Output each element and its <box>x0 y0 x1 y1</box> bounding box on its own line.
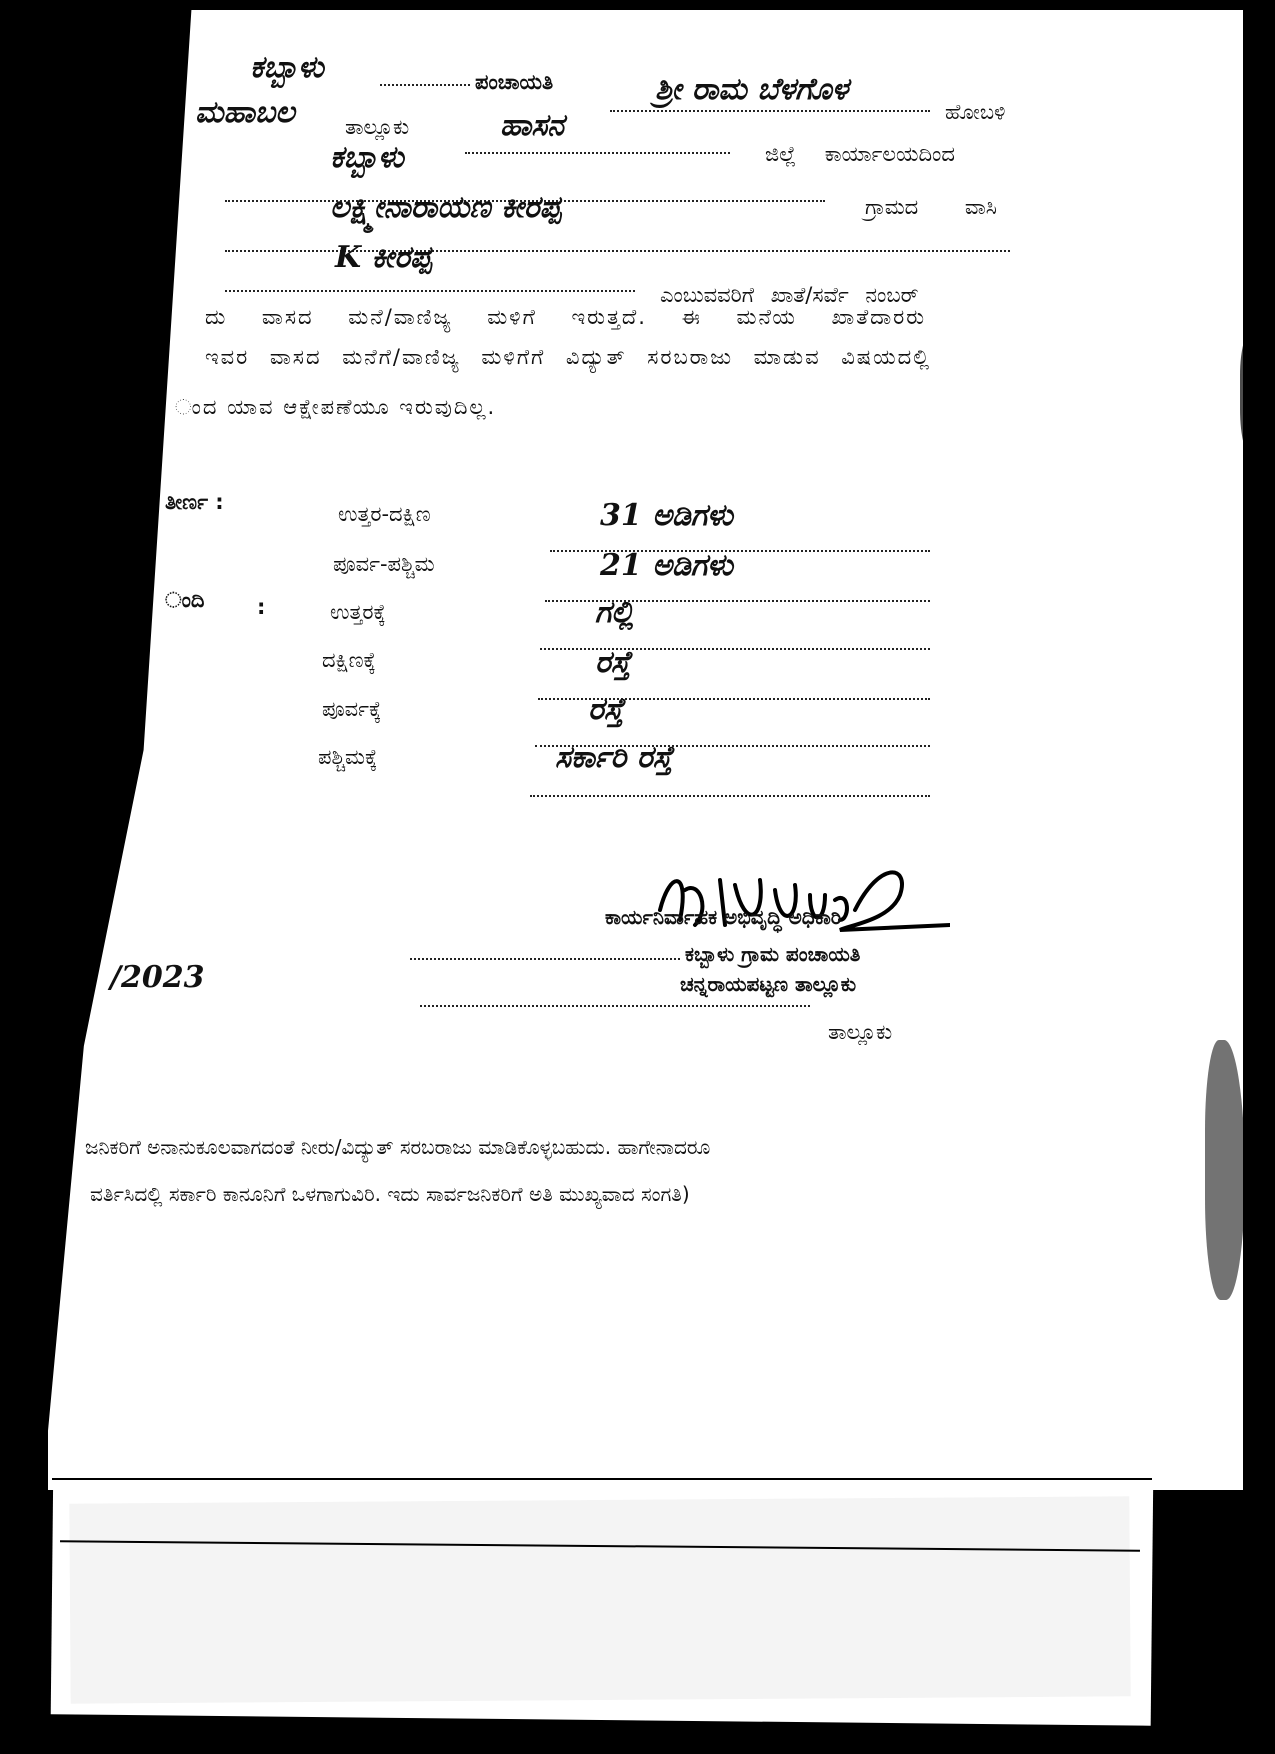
boundary-row-label: ದಕ್ಷಿಣಕ್ಕೆ <box>322 648 376 672</box>
date-handwritten: /2023 <box>110 960 205 995</box>
boundary-row-value: ಗಲ್ಲಿ <box>595 595 634 630</box>
page-edge <box>52 1478 1152 1480</box>
boundary-row-label: ಪಶ್ಚಿಮಕ್ಕೆ <box>318 745 378 769</box>
fill-line <box>530 795 930 797</box>
fill-line <box>225 290 635 292</box>
footer-line-2: ವರ್ತಿಸಿದಲ್ಲಿ ಸರ್ಕಾರಿ ಕಾನೂನಿಗೆ ಒಳಗಾಗುವಿರಿ. ಇದು ಸಾರ್ವಜನಿಕರಿಗೆ ಅತಿ ಮುಖ್ಯವಾದ ಸಂಗತಿ) <box>90 1182 690 1206</box>
taluk-handwritten: ಹಾಸನ <box>500 108 564 143</box>
fill-line <box>410 958 680 960</box>
measurement-row-value: 21 ಅಡಿಗಳು <box>600 548 733 583</box>
measurement-row-label: ಉತ್ತರ-ದಕ್ಷಿಣ <box>338 502 431 526</box>
footer-line-1: ಜನಿಕರಿಗೆ ಅನಾನುಕೂಲವಾಗದಂತೆ ನೀರು/ವಿದ್ಯುತ್ ಸರಬರಾಜು ಮಾಡಿಕೊಳ್ಳಬಹುದು. ಹಾಗೇನಾದರೂ <box>85 1135 711 1159</box>
village-label: ಗ್ರಾಮದ ವಾಸಿ <box>865 195 997 219</box>
signatory-role-2: ಕಬ್ಬಾಳು ಗ್ರಾಮ ಪಂಚಾಯತಿ <box>685 942 861 966</box>
signatory-taluk: ತಾಲ್ಲೂಕು <box>828 1020 893 1044</box>
fill-line <box>380 84 470 86</box>
name-suffix: ಎಂಬುವವರಿಗೆ ಖಾತೆ/ಸರ್ವೆ ನಂಬರ್ <box>660 283 919 307</box>
back-sheet-2 <box>69 1496 1130 1703</box>
boundary-row-value: ರಸ್ತೆ <box>595 645 631 680</box>
village-handwritten: ಕಬ್ಬಾಳು <box>250 50 324 85</box>
taluk-label: ತಾಲ್ಲೂಕು <box>345 115 410 139</box>
hobli-handwritten: ಶ್ರೀ ರಾಮ ಬೆಳಗೊಳ <box>655 72 849 107</box>
measurement-row-label: ಪೂರ್ವ-ಪಶ್ಚಿಮ <box>333 552 435 576</box>
signatory-role-1: ಕಾರ್ಯನಿರ್ವಾಹಕ ಅಭಿವೃದ್ಧಿ ಅಧಿಕಾರಿ <box>605 905 842 929</box>
signatory-role-3: ಚನ್ನರಾಯಪಟ್ಟಣ ತಾಲ್ಲೂಕು <box>680 972 857 996</box>
son-of-handwritten: K ಕೀರಪ್ಪ <box>335 240 432 275</box>
fill-line <box>465 152 730 154</box>
boundaries-colon: : <box>257 595 266 619</box>
measurement-row-value: 31 ಅಡಿಗಳು <box>600 498 733 533</box>
boundary-row-value: ರಸ್ತೆ <box>588 692 624 727</box>
scan-noise <box>1240 330 1275 460</box>
measurement-label: ತೀರ್ಣ : <box>165 490 224 514</box>
district-label: ಜಿಲ್ಲೆ ಕಾರ್ಯಾಲಯದಿಂದ <box>765 142 955 166</box>
hobli-label: ಹೋಬಳಿ <box>945 100 1006 124</box>
boundary-row-label: ಉತ್ತರಕ್ಕೆ <box>330 600 386 624</box>
body-line-3: ಂದ ಯಾವ ಆಕ್ಷೇಪಣೆಯೂ ಇರುವುದಿಲ್ಲ. <box>175 395 497 419</box>
taluk-prefix-handwritten: ಮಹಾಬಲ <box>195 95 295 130</box>
boundary-row-value: ಸರ್ಕಾರಿ ರಸ್ತೆ <box>555 740 673 775</box>
boundary-row-label: ಪೂರ್ವಕ್ಕೆ <box>322 697 382 721</box>
boundaries-label: ಂದಿ <box>165 588 205 612</box>
fill-line <box>610 110 930 112</box>
fill-line <box>420 1005 810 1007</box>
body-line-2: ಇವರ ವಾಸದ ಮನೆಗೆ/ವಾಣಿಜ್ಯ ಮಳಿಗೆಗೆ ವಿದ್ಯುತ್ ಸರಬರಾಜು ಮಾಡುವ ವಿಷಯದಲ್ಲಿ <box>205 345 932 369</box>
body-line-1: ದು ವಾಸದ ಮನೆ/ವಾಣಿಜ್ಯ ಮಳಿಗೆ ಇರುತ್ತದೆ. ಈ ಮನೆಯ ಖಾತೆದಾರರು <box>205 305 927 329</box>
name-handwritten: ಲಕ್ಷ್ಮೀನಾರಾಯಣ ಕೀರಪ್ಪ <box>330 190 562 225</box>
village2-handwritten: ಕಬ್ಬಾಳು <box>330 140 404 175</box>
panchayat-label: ಪಂಚಾಯತಿ <box>475 70 554 94</box>
